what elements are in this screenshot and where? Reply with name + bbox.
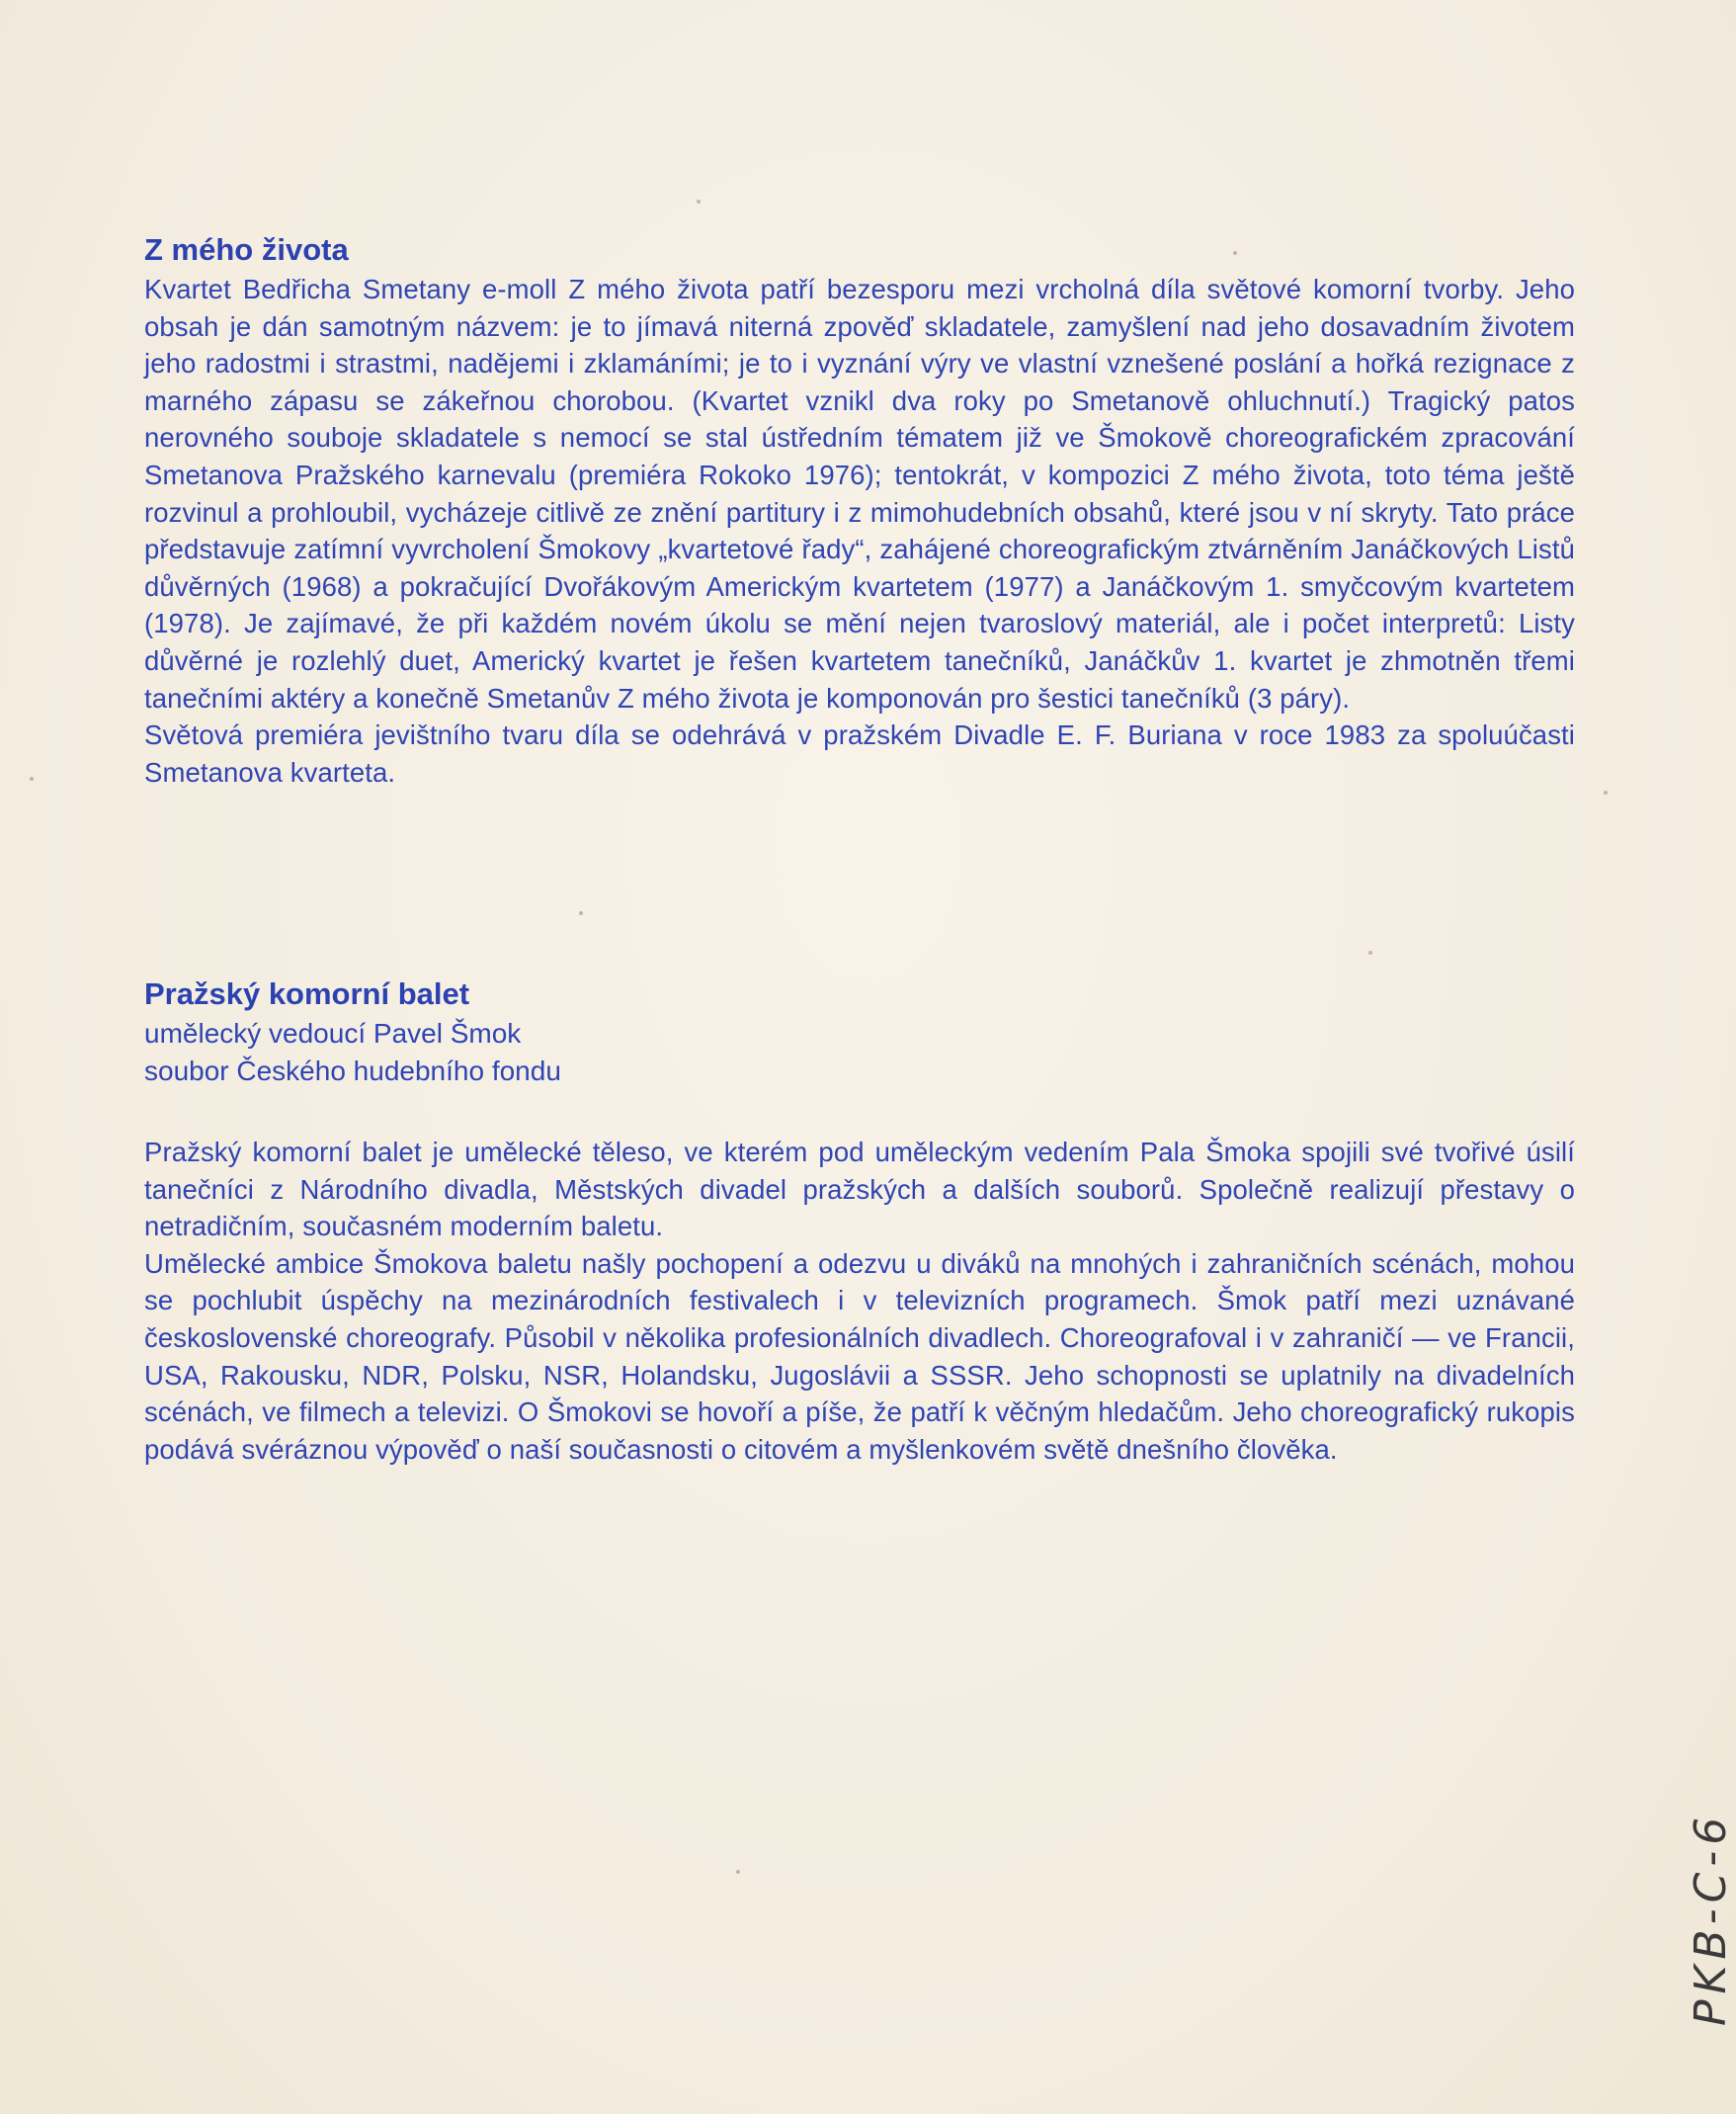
- body-paragraph: Pražský komorní balet je umělecké těleso, ve kterém pod uměleckým vedením Pala Šmoka spojili své tvořivé úsilí tanečníci z Národního divadla, Městských divadel pražských a dalších souborů. Společně realizují přestavy o netradičním, současném moderním baletu.: [144, 1137, 1575, 1242]
- paper-speck: [1604, 791, 1608, 795]
- section-title: Pražský komorní balet: [144, 976, 470, 1011]
- text-block: [144, 1134, 1575, 1468]
- paper-speck: [736, 1870, 740, 1874]
- body-paragraph: Umělecké ambice Šmokova baletu našly pochopení a odezvu u diváků na mnohých i zahraničních scénách, mohou se pochlubit úspěchy na mezinárodních festivalech i v televizních programech. Šmok patří mezi uznávané československé choreografy. Působil v několika profesionálních divadlech. Choreografoval i v zahraničí — ve Francii, USA, Rakousku, NDR, Polsku, NSR, Holandsku, Jugoslávii a SSSR. Jeho schopnosti se uplatnily na divadelních scénách, ve filmech a televizi. O Šmokovi se hovoří a píše, že patří k věčným hledačům. Jeho choreografický rukopis podává svéráznou výpověď o naší současnosti o citovém a myšlenkovém světě dnešního člověka.: [144, 1247, 1575, 1465]
- subtitle-line: umělecký vedoucí Pavel Šmok: [144, 1018, 522, 1049]
- paper-speck: [30, 777, 34, 781]
- section-z-meho-zivota: [144, 229, 1575, 791]
- section-prazsky-komorni-balet: [144, 973, 1575, 1468]
- paper-speck: [1368, 951, 1372, 955]
- handwritten-archive-code: PKB-C-6: [1686, 1811, 1736, 2026]
- body-paragraph: Světová premiéra jevištního tvaru díla se odehrává v pražském Divadle E. F. Buriana v roce 1983 za spoluúčasti Smetanova kvarteta.: [144, 719, 1575, 788]
- paper-speck: [579, 911, 583, 915]
- paper-speck: [697, 200, 701, 204]
- section-title: Z mého života: [144, 232, 349, 267]
- subtitle-line: soubor Českého hudebního fondu: [144, 1056, 561, 1086]
- body-paragraph: Kvartet Bedřicha Smetany e-moll Z mého života patří bezesporu mezi vrcholná díla světové komorní tvorby. Jeho obsah je dán samotným názvem: je to jímavá niterná zpověď skladatele, zamyšlení nad jeho dosavadním životem jeho radostmi i strastmi, nadějemi i zklamáními; je to i vyznání výry ve vlastní vznešené poslání a hořká rezignace z marného zápasu se zákeřnou chorobou. (Kvartet vznikl dva roky po Smetanově ohluchnutí.) Tragický patos nerovného souboje skladatele s nemocí se stal ústředním tématem již ve Šmokově choreografickém zpracování Smetanova Pražského karnevalu (premiéra Rokoko 1976); tentokrát, v kompozici Z mého života, toto téma ještě rozvinul a prohloubil, vycházeje citlivě ze znění partitury i z mimohudebních obsahů, které jsou v ní skryty. Tato práce představuje zatímní vyvrcholení Šmokovy „kvartetové řady“, zahájené choreografickým ztvárněním Janáčkových Listů důvěrných (1968) a pokračující Dvořákovým Americkým kvartetem (1977) a Janáčkovým 1. smyčcovým kvartetem (1978). Je zajímavé, že při každém novém úkolu se mění nejen tvaroslový materiál, ale i počet interpretů: Listy důvěrné je rozlehlý duet, Americký kvartet je řešen kvartetem tanečníků, Janáčkův 1. kvartet je zhmotněn třemi tanečními aktéry a konečně Smetanův Z mého života je komponován pro šestici tanečníků (3 páry).: [144, 274, 1575, 714]
